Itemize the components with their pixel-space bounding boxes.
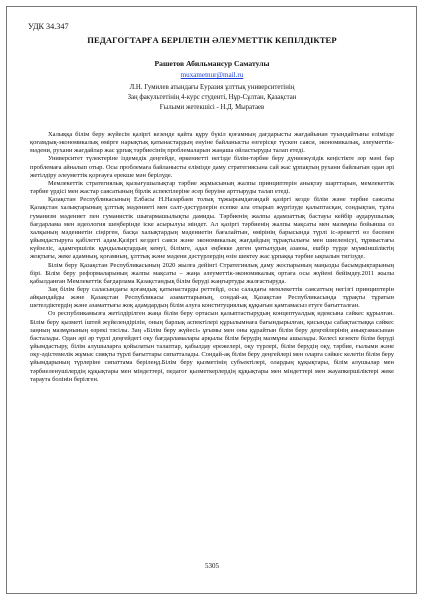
body-paragraph: Халыққа білім беру жүйесін қазіргі кезеңде қайта құру бүкіл қоғамның дағдарысты жағдайынан туындайтыны елімізде қоғамдық-экономикалық өмірге нарықтық қатынастардың енуіне байланысты өзгерісқе түскен саяси, экономикалық, әлеуметтік-мәдени, рухани жағдайлар жас ұрпақ тәрбиесінің проблемаларын жаңаша ойластыруды талап етеді. [30,131,394,155]
article-title: ПЕДАГОГТАРҒА БЕРІЛЕТІН ӘЛЕУМЕТТІК КЕПІЛДІКТЕР [87,35,337,45]
body-paragraph: Заң білім беру саласындағы қоғамдық қатынастарды реттейді, осы саладағы мемлекеттік саясаттың негізгі принциптерін айқындайды және Қазақстан Республикасы азаматтарының, сондай-ақ Қазақстан Республикасында тұрақты тұратын шетелдіктердің және азаматтығы жоқ адамдардың білім алуға конституциялық құқығын қамтамасыз етуге бағытталған. [30,285,394,310]
affiliation-faculty: Заң факультетінің 4-курс студенті, Нұр-Сұлтан, Қазақстан [127,94,297,101]
affiliation-supervisor: Ғылыми жетекшісі - Н.Д. Мыратаев [159,104,265,111]
body-paragraph: Білім беру Қазақстан Республикасының 2020 жылға дейінгі Стратегиялық даму жоспарының маңызды басымдықтарының бірі. Білім беру реформаларының жалпы мақсаты – жаңа әлеуметтік-экономикалық ортаға осы жүйені бейімдеу.2011 жылы қабылданған Мемлекеттік бағдарлама Қазақстандық білім беруді жаңғыртуды жалғастыруда. [30,261,394,285]
body-paragraph: Университет түлектеріне іздемедік деңгейде, өркениетті негізде білім-тәрбие беру дүниежүзідік кеңістікте зор мәні бар проблемаға айналып отыр. Осы проблемаға байланысты елімізде даму стратегиясына сай жас ұрпақтың рухани байлығын одан әрі жетілдіру әлеуметтік қорғауға ерекше мән берілуде. [30,155,394,179]
affiliation-university: Л.Н. Гумилев атындағы Еуразия ұлттық университетінің [129,84,295,91]
body-paragraph: Мемлекеттік стратегиялық қызығушылықтар тәрбие жұмысының жалпы принциптерін анықтау шарттарын, мемлекеттік тәрбие үрдісі мен жастар саясатының бірлік аспектілеріне әсер беруіне арттыруды талап етеді. [30,179,394,196]
body-paragraph: Оз республикамызға жетілдірілген жаңа білім беру ортасын қалыптастырудың концептуалдық идеясына сәйкес құрылған. Білім беру қызметі íштей жүйелендірілін, оның барлық аспектілері құрылымнаға бағындырылған, қисынды сабақтастыққа сәйкес заңның мазмұнының өзрекі тәсілы. Заң «Білім беру жүйесі» ұғымы мен оны құрайтын білім беру деңгейлерінің анықтамасынан басталады. Одан әрі әр түрлі деңгейдегі оқу бағдарламалары арқылы білім берудің мазмұны ашылады. Келесі кезекте білім беруді ұйымдастыру, білім алушыларға қойылатын талаптар, қабылдау ережелері, оқу түрлері, білім берудің оқу, тәрбие, ғылыми және оқу-әдістемелік жұмыс сияқты түрлі бағыттары сипатталады. Сондай-ақ білім беру деңгейлері мен оларға сәйкес келетін білім беру ұйымдарының түрлеріне сипаттама берілеңд.Білім беру қызметінің субъектілері, олардың құқықтары, білім алушылар мен тәрбиеленушілердің құқықтары мен міндеттері, педагог қызметкерлердің құқықтары мен міндеттері мен жауапкершіліктері жеке тараута болінін берілген. [30,310,394,383]
article-body [30,131,394,384]
body-paragraph: Қазақстан Республикасының Елбасы Н.Назарбаев толық тұжырымдағандай қазіргі кезде білім және тәрбие саясаты Қазақстан халықтарының ұлттық мәдениеті мен салт-дәстүрлерін есепке ала отырып жүргізуде қалыптасқан, сондықтан, тұлға гуманизм мәдениет пен гуманистік шығармашылықты дамиды. Тәрбиенің жалпы адамзаттық бастауы кейбір аударушылық бағдарлама мен идеология шеңберінде іске асырылуы міндет. Ал қазіргі тәрбиенің жалпы мақсаты мен мазмұны бойынша оз халқының мәдениетін сіңірген, басқа халықтардың мәдениетін бағалайтын, өмірінің барысында түрлі іс-әрекетті өз бәсенен ұйымдастыруға қабілетті адам.Қазіргі кездегі саяси және экономикалық жағдайдың тұрақтылығы мен шиеленісуі, тұрмыстағы күйзеліс, адамгершілік құндылықтардың кемуі, білімге, адал еңбекке деген ұмтылудың азаюы, ешбір түрде мүмкіншіліктің жоқтығы, жеке адамның, қоғамның, ұлттық және мәдени дәстүрлердің өзін шектеу жас ұрпаққа тәрбие ықпалын тигізуде. [30,196,394,261]
author-email-link[interactable]: muxametnur@mail.ru [180,71,244,79]
page-number: 5305 [205,562,219,570]
author-name: Рашетов Абильмансур Саматулы [154,59,270,68]
udk-code: УДК 34.347 [28,22,69,31]
